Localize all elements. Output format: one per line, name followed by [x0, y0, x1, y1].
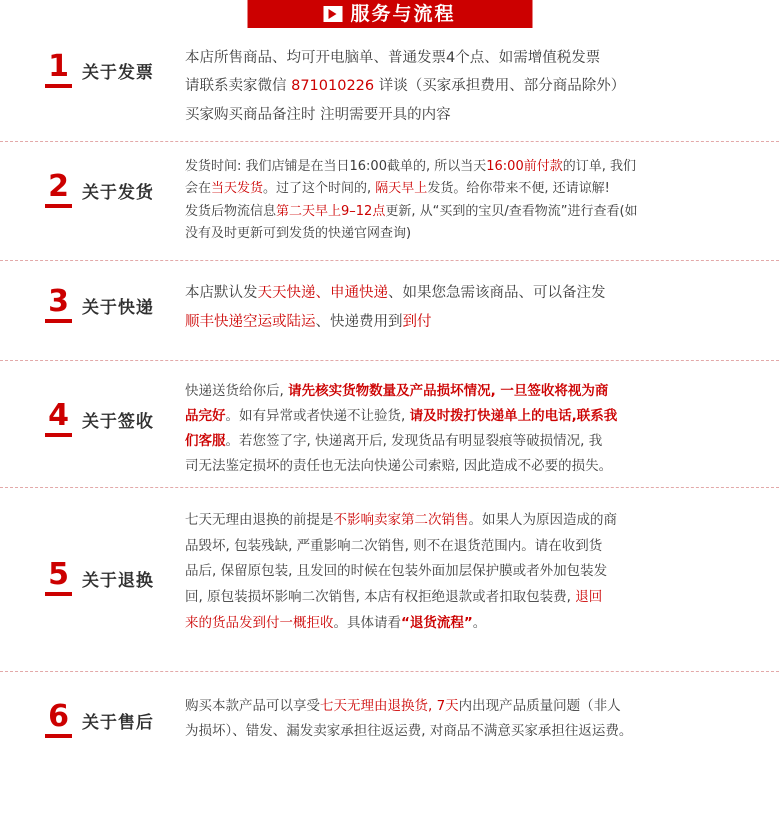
text-run: 、如果您急需该商品、可以备注发 — [388, 285, 606, 301]
text-run: 的订单, 我们 — [562, 159, 636, 174]
text-line — [185, 308, 761, 337]
section-title: 关于发票 — [81, 62, 154, 83]
text-run: 第二天早上9–12点 — [276, 203, 386, 219]
text-line — [185, 44, 761, 72]
text-run: 没有及时更新可到发货的快递官网查询) — [185, 226, 412, 242]
text-run: 当天发货 — [211, 181, 264, 197]
text-run: 详谈（买家承担费用、部分商品除外） — [374, 78, 626, 95]
text-run: 。具体请看 — [333, 614, 401, 631]
section-number: 5 — [45, 560, 72, 596]
section-title: 关于退换 — [81, 570, 154, 591]
text-run: 七天无理由退换货, 7天 — [320, 698, 459, 714]
text-run: 发货后物流信息 — [185, 203, 277, 219]
section-courier — [0, 261, 779, 361]
text-run: 品后, 保留原包装, 且发回的时候在包装外面加层保护膜或者外加包装发 — [185, 563, 608, 580]
text-line — [185, 379, 761, 404]
text-line — [185, 178, 761, 200]
text-run: 来的货品发到付一概拒收 — [185, 614, 334, 631]
section-shipping — [0, 142, 779, 261]
text-run: 、快递费用到 — [315, 314, 403, 330]
text-run: 内出现产品质量问题（非人 — [458, 698, 621, 714]
text-line — [185, 201, 761, 223]
section-body — [185, 44, 779, 129]
text-run: 司无法鉴定损坏的责任也无法向快递公司索赔, 因此造成不必要的损失。 — [185, 457, 613, 474]
section-label — [0, 694, 185, 738]
text-run: 快递送货给你后, — [185, 383, 289, 399]
text-line — [185, 101, 761, 129]
section-body — [185, 508, 779, 636]
text-line — [185, 72, 761, 100]
section-number: 4 — [45, 401, 72, 437]
sections-list — [0, 28, 779, 768]
text-line — [185, 223, 761, 245]
text-run: 品毁坏, 包装残缺, 严重影响二次销售, 则不在退货范围内。请在收到货 — [185, 537, 603, 554]
text-run: 本店默认发 — [185, 285, 258, 301]
section-number: 1 — [45, 52, 72, 88]
text-run: 品完好 — [185, 407, 226, 424]
text-run: 会在 — [185, 181, 212, 197]
section-label — [0, 508, 185, 596]
text-run: 顺丰快递空运或陆运 — [185, 314, 316, 330]
section-body — [185, 156, 779, 245]
text-run: 不影响卖家第二次销售 — [333, 512, 469, 528]
text-line — [185, 429, 761, 454]
text-run: 。如有异常或者快递不让验货, — [225, 407, 410, 424]
section-number: 2 — [45, 172, 72, 208]
text-run: 16:00前付款 — [486, 159, 563, 174]
text-run: 。 — [472, 614, 487, 631]
text-run: 请及时拨打快递单上的电话,联系我 — [409, 407, 618, 424]
text-run: 回, 原包装损坏影响二次销售, 本店有权拒绝退款或者扣取包装费, — [185, 588, 576, 605]
text-line — [185, 404, 761, 429]
text-run: “退货流程” — [401, 614, 473, 631]
section-after-sales — [0, 672, 779, 768]
text-line — [185, 454, 761, 479]
section-body — [185, 379, 779, 479]
play-arrow-icon — [323, 6, 342, 22]
text-run: 到付 — [402, 314, 432, 330]
section-label — [0, 44, 185, 88]
text-run: 请联系卖家微信 — [185, 78, 292, 95]
section-number: 6 — [45, 702, 72, 738]
section-return-exchange — [0, 488, 779, 672]
text-line — [185, 156, 761, 178]
text-run: 七天无理由退换的前提是 — [185, 512, 334, 528]
page-banner — [0, 0, 779, 28]
section-title: 关于签收 — [81, 411, 154, 432]
text-run: 发货时间: 我们店铺是在当日16:00截单的, 所以当天 — [185, 159, 487, 174]
text-line — [185, 279, 761, 308]
text-run: 发货。给你带来不便, 还请谅解! — [427, 181, 610, 197]
text-run: 更新, 从“买到的宝贝/查看物流”进行查看(如 — [385, 203, 638, 219]
text-line — [185, 585, 761, 611]
text-run: 们客服 — [185, 432, 226, 449]
text-line — [185, 611, 761, 637]
text-run: 买家购买商品备注时 注明需要开具的内容 — [185, 106, 451, 123]
text-line — [185, 559, 761, 585]
section-body — [185, 279, 779, 337]
section-title: 关于快递 — [81, 297, 154, 318]
text-line — [185, 694, 761, 719]
text-run: 871010226 — [291, 78, 375, 95]
text-run: 隔天早上 — [375, 181, 428, 197]
section-title: 关于发货 — [81, 182, 154, 203]
section-number: 3 — [45, 287, 72, 323]
section-label — [0, 279, 185, 323]
text-run: 。过了这个时间的, — [263, 181, 376, 197]
text-line — [185, 719, 761, 744]
text-line — [185, 508, 761, 534]
text-run: 。如果人为原因造成的商 — [468, 512, 617, 528]
text-run: 。若您签了字, 快递离开后, 发现货品有明显裂痕等破损情况, 我 — [225, 432, 603, 449]
section-label — [0, 379, 185, 437]
banner-plate — [247, 0, 532, 28]
section-receipt — [0, 361, 779, 488]
text-run: 退回 — [575, 588, 603, 605]
text-run: 为损坏）、错发、漏发卖家承担往返运费, 对商品不满意买家承担往返运费。 — [185, 722, 633, 739]
section-body — [185, 694, 779, 744]
text-run: 购买本款产品可以享受 — [185, 698, 320, 714]
text-line — [185, 534, 761, 560]
section-invoice — [0, 28, 779, 142]
text-run: 本店所售商品、均可开电脑单、普通发票4个点、如需增值税发票 — [185, 50, 601, 66]
section-title: 关于售后 — [81, 712, 154, 733]
text-run: 天天快递、申通快递 — [257, 285, 388, 301]
page-title: 服务与流程 — [350, 3, 456, 25]
section-label — [0, 156, 185, 208]
text-run: 请先核实货物数量及产品损坏情况, 一旦签收将视为商 — [288, 383, 609, 399]
